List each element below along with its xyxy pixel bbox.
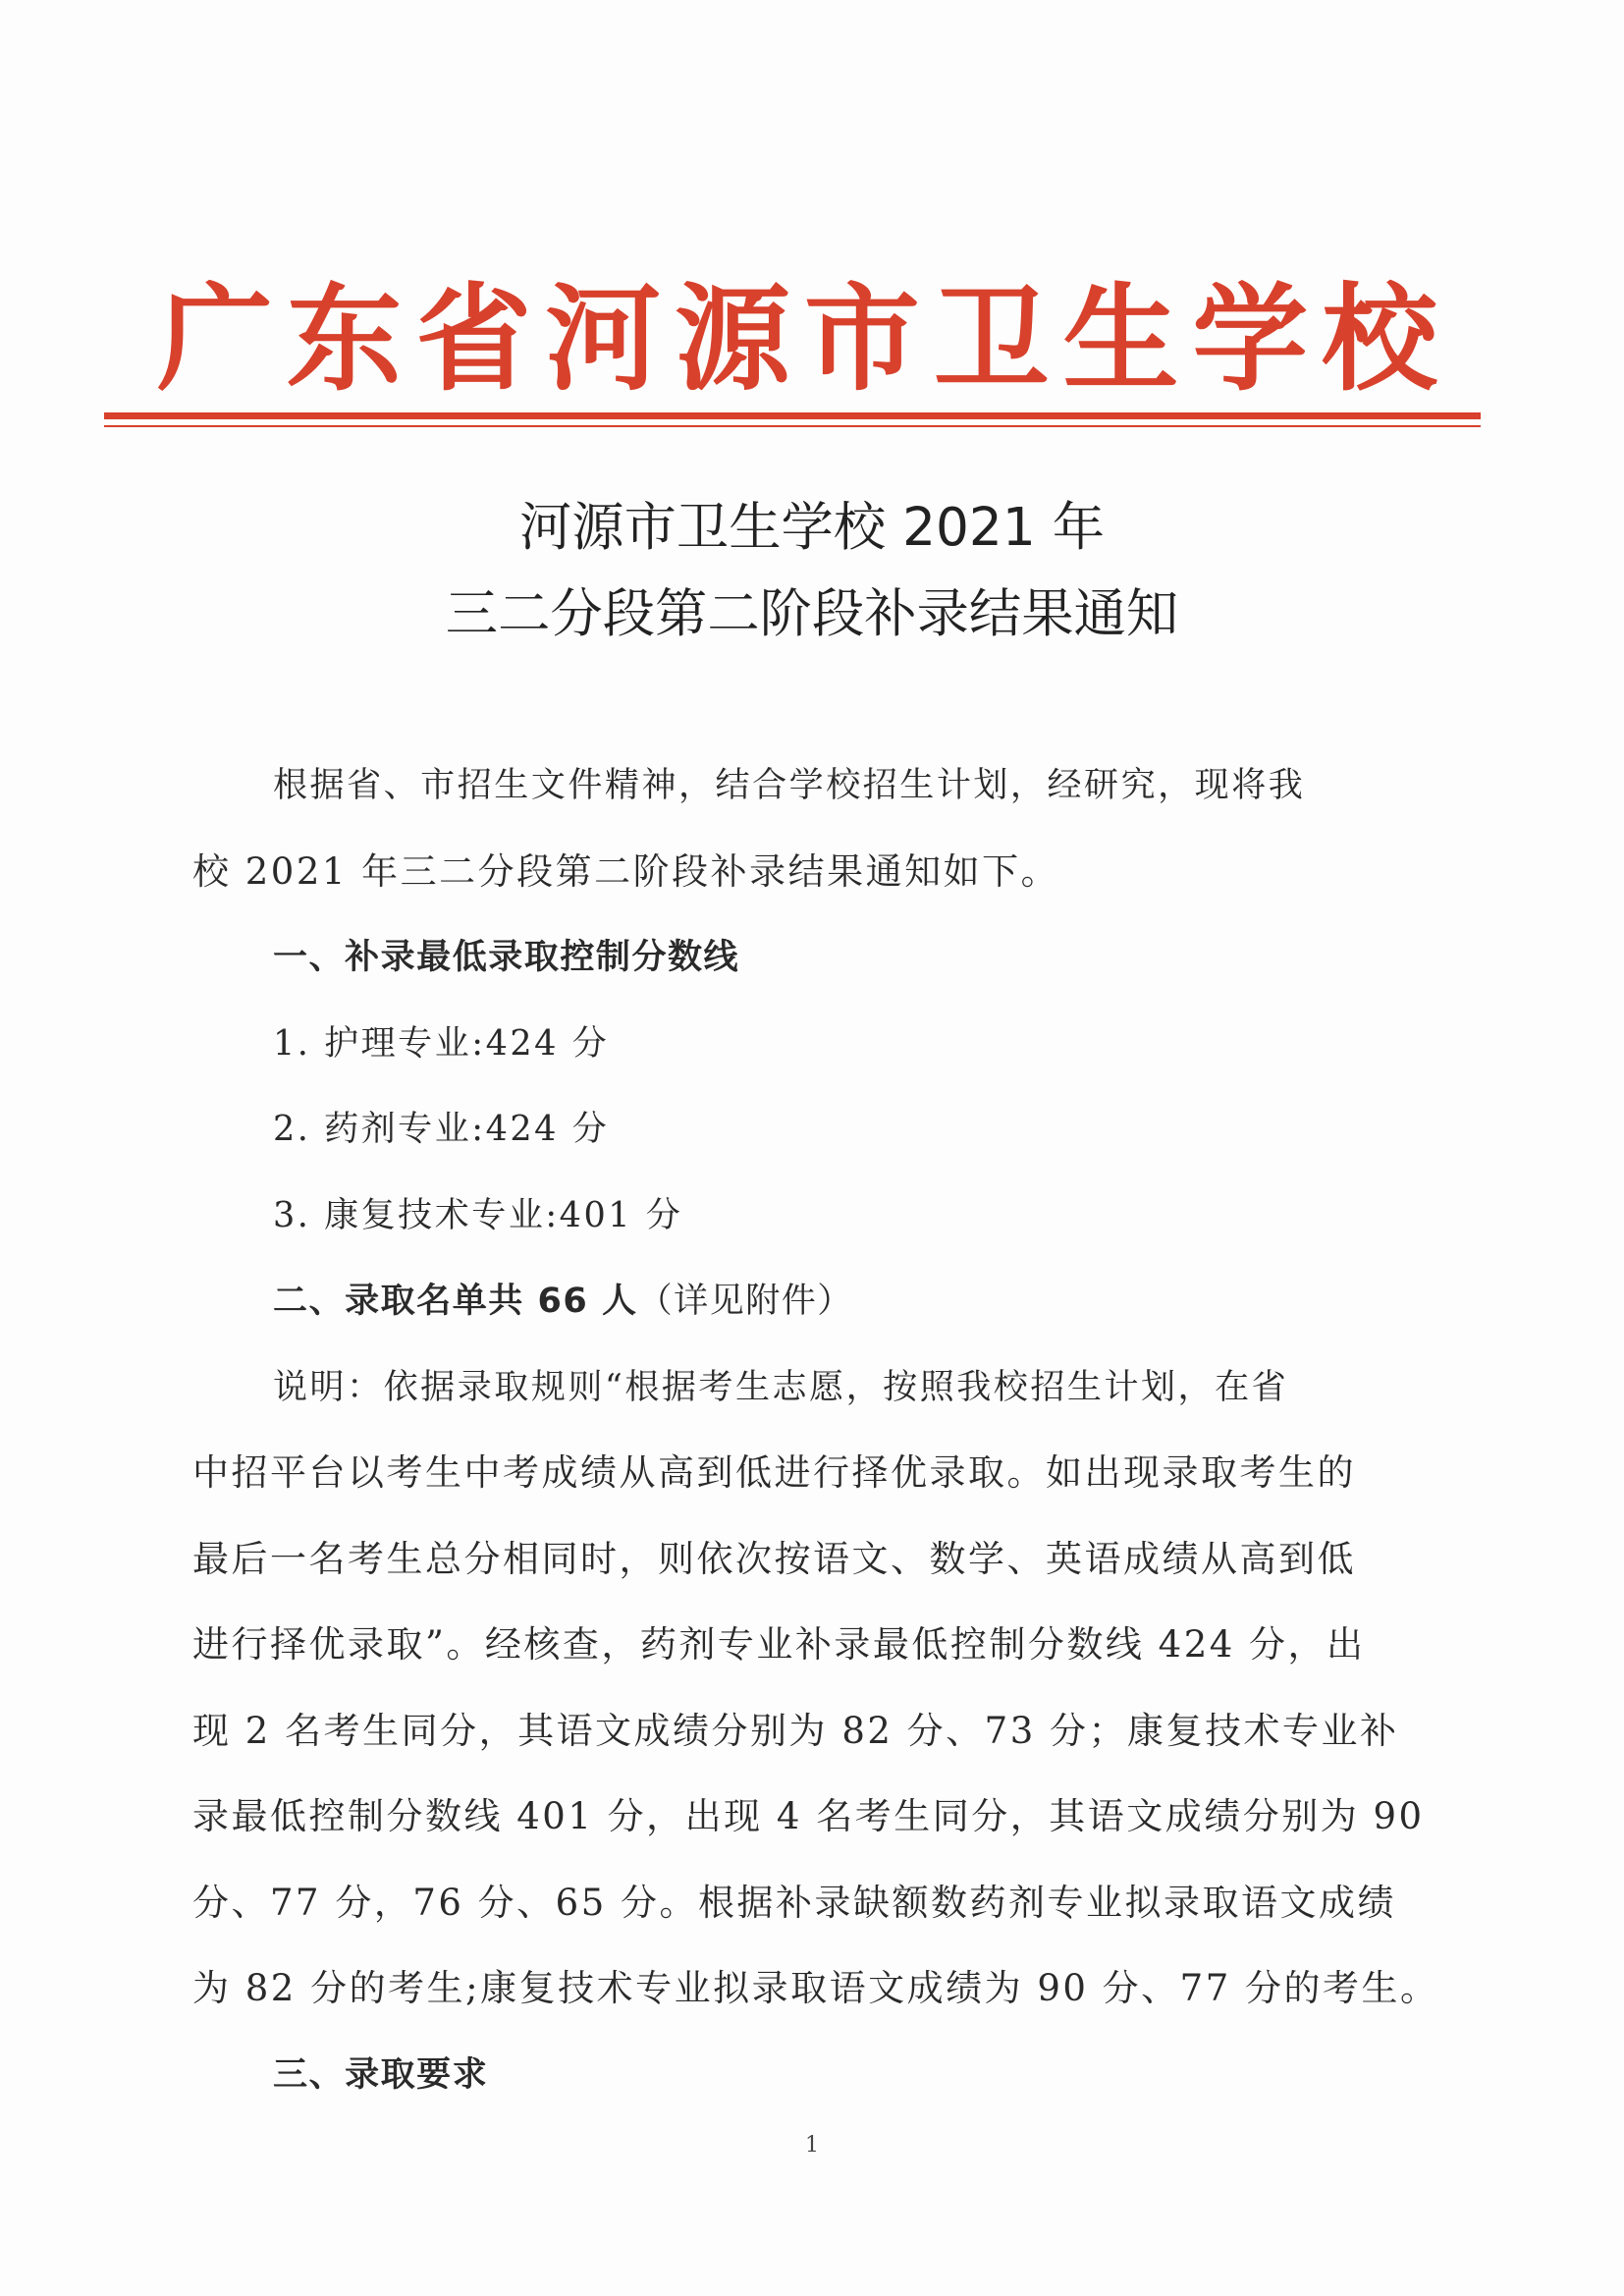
intro-line-2: 校 2021 年三二分段第二阶段补录结果通知如下。	[192, 850, 1060, 893]
explanation-line-6: 录最低控制分数线 401 分，出现 4 名考生同分，其语文成绩分别为 90	[192, 1795, 1425, 1837]
letterhead-rule-thin	[104, 425, 1481, 427]
section-2-heading-text: 二、录取名单共 66 人	[273, 1281, 638, 1321]
explanation-line-5: 现 2 名考生同分，其语文成绩分别为 82 分、73 分；康复技术专业补	[192, 1710, 1399, 1752]
explanation-line-8: 为 82 分的考生;康复技术专业拟录取语文成绩为 90 分、77 分的考生。	[192, 1967, 1439, 2009]
notice-title-line-2: 三二分段第二阶段补录结果通知	[445, 583, 1179, 644]
cutoff-item-nursing: 1. 护理专业:424 分	[273, 1023, 610, 1064]
section-2-note: （详见附件）	[637, 1281, 853, 1321]
section-3-heading: 三、录取要求	[273, 2054, 489, 2095]
page-number: 1	[805, 2133, 819, 2158]
cutoff-item-pharmacy: 2. 药剂专业:424 分	[273, 1109, 610, 1149]
intro-line-1: 根据省、市招生文件精神，结合学校招生计划，经研究，现将我	[273, 765, 1306, 805]
explanation-line-4: 进行择优录取”。经核查，药剂专业补录最低控制分数线 424 分，出	[192, 1623, 1366, 1666]
section-2-heading	[273, 1277, 1514, 1326]
letterhead-rule-thick	[104, 412, 1481, 419]
letterhead-title: 广东省河源市卫生学校	[157, 270, 1451, 407]
notice-title-line-1: 河源市卫生学校 2021 年	[518, 497, 1106, 558]
explanation-line-3: 最后一名考生总分相同时，则依次按语文、数学、英语成绩从高到低	[192, 1538, 1356, 1580]
cutoff-item-rehabilitation: 3. 康复技术专业:401 分	[273, 1195, 683, 1235]
section-1-heading: 一、补录最低录取控制分数线	[273, 937, 740, 977]
explanation-line-2: 中招平台以考生中考成绩从高到低进行择优录取。如出现录取考生的	[192, 1451, 1356, 1494]
explanation-line-1: 说明：依据录取规则“根据考生志愿，按照我校招生计划，在省	[273, 1367, 1289, 1407]
explanation-line-7: 分、77 分，76 分、65 分。根据补录缺额数药剂专业拟录取语文成绩	[192, 1882, 1397, 1924]
